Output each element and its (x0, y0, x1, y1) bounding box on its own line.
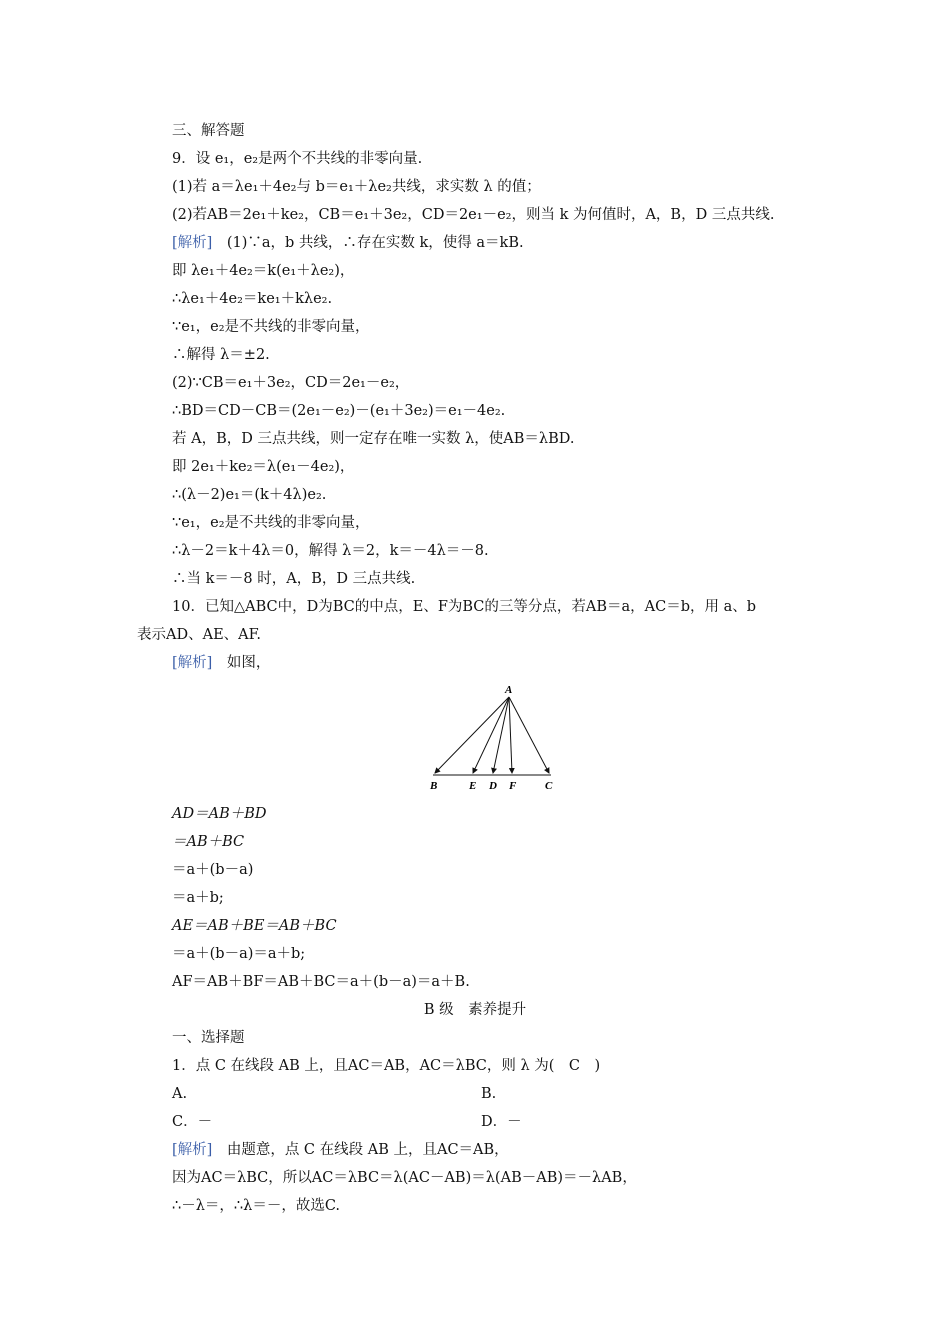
solution-text: 如图， (212, 655, 271, 671)
problem-10-title: 10．已知△ABC中，D为BC的中点，E、F为BC的三等分点，若AB＝a，AC＝b，用 a、b (172, 599, 757, 615)
solution-line: 因为AC＝λBC，所以AC＝λBC＝λ(AC－AB)＝λ(AB－AB)＝－λAB， (172, 1170, 637, 1186)
solution-line: ∴BD＝CD－CB＝(2e₁－e₂)－(e₁＋3e₂)＝e₁－4e₂. (172, 403, 506, 419)
solution-1-line (172, 1140, 509, 1160)
vector-ae (473, 697, 509, 773)
solution-line: ∴当 k＝－8 时，A，B，D 三点共线. (172, 571, 416, 587)
option-c: C．－ (172, 1114, 213, 1130)
solution-10-line (172, 653, 270, 673)
solution-tag: [解析] (172, 1142, 213, 1158)
label-a: A (505, 684, 513, 696)
problem-9-part-1: (1)若 a＝λe₁＋4e₂与 b＝e₁＋λe₂共线，求实数 λ 的值； (172, 179, 541, 195)
option-a: A. (172, 1086, 188, 1102)
section-heading: 一、选择题 (172, 1030, 245, 1046)
solution-tag: [解析] (172, 655, 213, 671)
solution-line: ∵e₁，e₂是不共线的非零向量， (172, 515, 370, 531)
problem-10-title-cont: 表示AD、AE、AF. (137, 627, 262, 643)
triangle-figure (425, 683, 565, 793)
vector-ad (493, 697, 509, 773)
solution-line: ∵e₁，e₂是不共线的非零向量， (172, 319, 370, 335)
solution-line: ∴－λ＝，∴λ＝－，故选C. (172, 1198, 341, 1214)
option-d: D．－ (481, 1114, 522, 1130)
vector-af (509, 697, 512, 773)
solution-line: ＝a＋(b－a) (172, 862, 254, 878)
option-b: B. (481, 1086, 497, 1102)
solution-text: 由题意，点 C 在线段 AB 上，且AC＝AB， (212, 1142, 509, 1158)
level-heading: B 级 素养提升 (423, 1002, 527, 1018)
problem-9-part-2: (2)若AB＝2e₁＋ke₂，CB＝e₁＋3e₂，CD＝2e₁－e₂，则当 k 为何值时，A，B，D 三点共线. (172, 207, 775, 223)
solution-line: 即 λe₁＋4e₂＝k(e₁＋λe₂)， (172, 263, 355, 279)
solution-line: AE＝AB＋BE＝AB＋BC (172, 918, 337, 934)
question-1: 1．点 C 在线段 AB 上，且AC＝AB，AC＝λBC，则 λ 为( C ) (172, 1058, 601, 1074)
problem-9-title: 9．设 e₁，e₂是两个不共线的非零向量. (172, 151, 423, 167)
solution-line: ＝AB＋BC (172, 834, 245, 850)
solution-line: (2)∵CB＝e₁＋3e₂，CD＝2e₁－e₂， (172, 375, 410, 391)
label-f: F (509, 780, 517, 792)
label-b: B (430, 780, 438, 792)
solution-line: ∴λe₁＋4e₂＝ke₁＋kλe₂. (172, 291, 333, 307)
solution-line: 若 A，B，D 三点共线，则一定存在唯一实数 λ，使AB＝λBD. (172, 431, 575, 447)
solution-line: ＝a＋b; (172, 890, 224, 906)
solution-line: ∴解得 λ＝±2. (172, 347, 270, 363)
solution-text: (1)∵a，b 共线，∴存在实数 k，使得 a＝kB. (212, 235, 524, 251)
section-heading: 三、解答题 (172, 123, 245, 139)
solution-line: ＝a＋(b－a)＝a＋b; (172, 946, 306, 962)
label-d: D (489, 780, 497, 792)
solution-line: 即 2e₁＋ke₂＝λ(e₁－4e₂)， (172, 459, 355, 475)
solution-line: AF＝AB＋BF＝AB＋BC＝a＋(b－a)＝a＋B. (172, 974, 470, 990)
solution-tag: [解析] (172, 235, 213, 251)
solution-line: AD＝AB＋BD (172, 806, 267, 822)
label-c: C (545, 780, 553, 792)
label-e: E (469, 780, 477, 792)
solution-9-line (172, 233, 524, 253)
vector-ab (435, 697, 509, 773)
vector-ac (509, 697, 549, 773)
solution-line: ∴(λ－2)e₁＝(k＋4λ)e₂. (172, 487, 327, 503)
solution-line: ∴λ－2＝k＋4λ＝0，解得 λ＝2，k＝－4λ＝－8. (172, 543, 489, 559)
